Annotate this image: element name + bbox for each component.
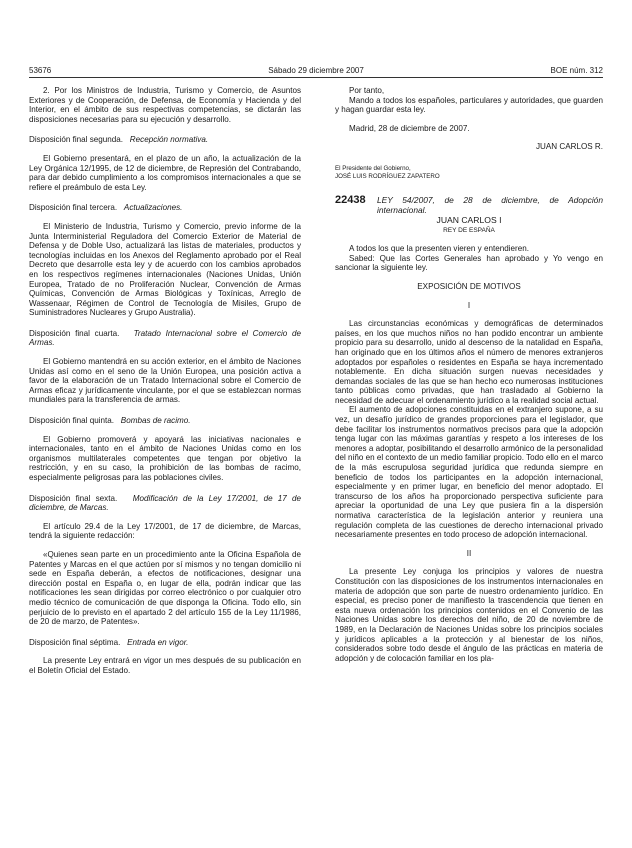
disposition-title: Actualizaciones. [123,203,183,213]
issue-date: Sábado 29 diciembre 2007 [268,66,364,75]
disposition-label: Disposición final séptima. [29,637,121,647]
disposition-label: Disposición final tercera. [29,203,118,213]
disposition-label: Disposición final cuarta. [29,328,120,338]
disposition-heading-third [29,203,301,213]
disposition-text-fourth: El Gobierno mantendrá en su acción exterior, en el ámbito de Naciones Unidas así como en el seno de la Unión Europea, una posición activa a favor de la elaboración de un Tratado Internacional sobre el Comercio de Armas eficaz y jurídicamente vinculante, por el que se establezcan normas mundiales para la transferencia de armas. [29,357,301,405]
disposition-title: Entrada en vigor. [127,637,189,647]
president-label: El Presidente del Gobierno, [335,164,411,172]
disposition-text-third: El Ministerio de Industria, Turismo y Comercio, previo informe de la Junta Interministerial Reguladora del Comercio Exterior de Material de Defensa y de Doble Uso, actualizará las listas de materiales, productos y tecnologías incluidas en los Anexos del Reglamento aprobado por el Real Decreto que desarrolle esta ley y de acuerdo con los cambios aprobados en los respectivos regímenes internacionales (Naciones Unidas, Unión Europea, Tratado de no Proliferación Nuclear, Convención de Armas Químicas, Convención de Armas Biológicas y Toxínicas, Arreglo de Wassenaar, Régimen de Control de Tecnología de Misiles, Grupo de Suministradores Nucleares y Grupo Australia). [29,221,301,318]
disposition-text-second: El Gobierno presentará, en el plazo de un año, la actualización de la Ley Orgánica 12/1995, de 12 de diciembre, de Represión del Contrabando, para dar debido cumplimiento a los compromisos internacionales a que se refiere el preámbulo de esta Ley. [29,153,301,192]
disposition-heading-seventh [29,638,301,648]
law-number: 22438 [335,193,366,206]
left-column [29,86,301,676]
disposition-heading-second [29,135,301,145]
disposition-text-fifth: El Gobierno promoverá y apoyará las iniciativas nacionales e internacionales, tanto en el ámbito de Naciones Unidas como en los organismos multilaterales competentes que tengan por objetivo la restricción, y en su caso, la prohibición de las bombas de racimo, especialmente peligrosas para las poblaciones civiles. [29,434,301,482]
disposition-heading-fourth [29,329,301,348]
motive-paragraph-2: El aumento de adopciones constituidas en el extranjero supone, a su vez, un desafío jurídico de grandes proporciones para el legislador, que debe facilitar los instrumentos normativos precisos para que la adopción tenga lugar con las máximas garantías y respeto a los intereses de los menores a adoptar, posibilitando el desarrollo armónico de la personalidad del niño en el contexto de un medio familiar propicio. Todo ello en el marco de la más escrupulosa seguridad jurídica que redunda siempre en beneficio de todos los participantes en la adopción internacional, especialmente y en primer lugar, en beneficio del menor adoptado. El transcurso de los años ha proporcionado perspectiva suficiente para apreciar la oportunidad de una Ley que pusiera fin a la dispersión normativa característica de la legislación anterior y reuniera una regulación completa de las cuestiones de derecho internacional privado necesariamente presentes en todo proceso de adopción internacional. [335,405,604,540]
page-number: 53676 [29,66,52,75]
section-roman-two: II [466,548,472,558]
disposition-label: Disposición final quinta. [29,416,115,426]
president-name: JOSÉ LUIS RODRÍGUEZ ZAPATERO [335,172,440,180]
law-title: LEY 54/2007, de 28 de diciembre, de Adopción internacional. [377,194,603,216]
disposition-text-sixth: El artículo 29.4 de la Ley 17/2001, de 17 de diciembre, de Marcas, tendrá la siguiente redacción: [29,521,301,541]
disposition-text-seventh: La presente Ley entrará en vigor un mes después de su publicación en el Boletín Oficial del Estado. [29,656,301,675]
disposition-title: Tratado Internacional sobre el Comercio de Armas. [29,328,302,348]
motive-paragraph-1: Las circunstancias económicas y demográficas de determinados países, en los que muchos niños no han podido encontrar un ambiente propicio para su desarrollo, unido al descenso de la natalidad en España, han originado que en los últimos años el número de menores extranjeros adoptados por españoles o residentes en España se haya incrementado notablemente. En dicha situación surgen nuevas necesidades y demandas sociales de las que se han hecho eco numerosas instituciones tanto públicas como privadas, que han trasladado al Gobierno la necesidad de adecuar el ordenamiento jurídico a la realidad social actual. [335,319,603,405]
paragraph-ministers: 2. Por los Ministros de Industria, Turismo y Comercio, de Asuntos Exteriores y de Cooperación, de Defensa, de Economía y Hacienda y del Interior, en el ámbito de sus respectivas competencias, se dictarán las disposiciones necesarias para su ejecución y desarrollo. [29,86,301,124]
header-rule [29,77,603,78]
disposition-title: Recepción normativa. [129,135,209,145]
law-heading [335,195,603,216]
quoted-article: «Quienes sean parte en un procedimiento ante la Oficina Española de Patentes y Marcas en el que actúen por sí mismos y no tengan domicilio ni sede en España deberán, a efectos de notificaciones, designar una dirección postal en España o, en lugar de ella, podrán indicar que las notificaciones les sean dirigidas por correo electrónico o por cualquier otro medio técnico de comunicación de que disponga la Oficina. Todo ello, sin perjuicio de lo previsto en el apartado 2 del artículo 155 de la Ley 11/1986, de 20 de marzo, de Patentes». [29,549,301,627]
todos-text: A todos los que la presenten vieren y entendieren. [349,244,529,254]
page-header [29,66,603,76]
place-date: Madrid, 28 de diciembre de 2007. [349,123,470,133]
section-roman-one: I [467,300,471,310]
king-name: JUAN CARLOS I [436,214,502,225]
disposition-label: Disposición final segunda. [29,135,124,145]
motive-paragraph-3: La presente Ley conjuga los principios y valores de nuestra Constitución con las disposiciones de los instrumentos internacionales en materia de adopción que son parte de nuestro ordenamiento jurídico. En especial, es preciso poner de manifiesto la trascendencia que tienen en esta nueva ordenación los principios contenidos en el Convenio de las Naciones Unidas sobre los derechos del niño, de 20 de noviembre de 1989, en la Declaración de Naciones Unidas sobre los principios sociales y jurídicos aplicables a la protección y al bienestar de los niños, considerados sobre todo desde el ángulo de las prácticas en materia de adopción y de colocación familiar en los pla- [335,567,603,663]
disposition-heading-sixth [29,494,301,513]
right-column [335,86,603,663]
sabed-text: Sabed: Que las Cortes Generales han aprobado y Yo vengo en sancionar la siguiente ley. [335,253,603,273]
exposicion-heading: EXPOSICIÓN DE MOTIVOS [417,281,521,291]
bulletin-number: BOE núm. 312 [550,66,603,75]
disposition-label: Disposición final sexta. [29,493,118,503]
king-of-spain: REY DE ESPAÑA [443,226,495,234]
mando-text: Mando a todos los españoles, particulares y autoridades, que guarden y hagan guardar esta ley. [335,95,603,115]
king-signature: JUAN CARLOS R. [535,142,603,152]
disposition-title: Modificación de la Ley 17/2001, de 17 de diciembre, de Marcas. [29,493,301,513]
disposition-title: Bombas de racimo. [120,416,191,426]
disposition-heading-fifth [29,416,301,426]
por-tanto: Por tanto, [349,86,385,95]
